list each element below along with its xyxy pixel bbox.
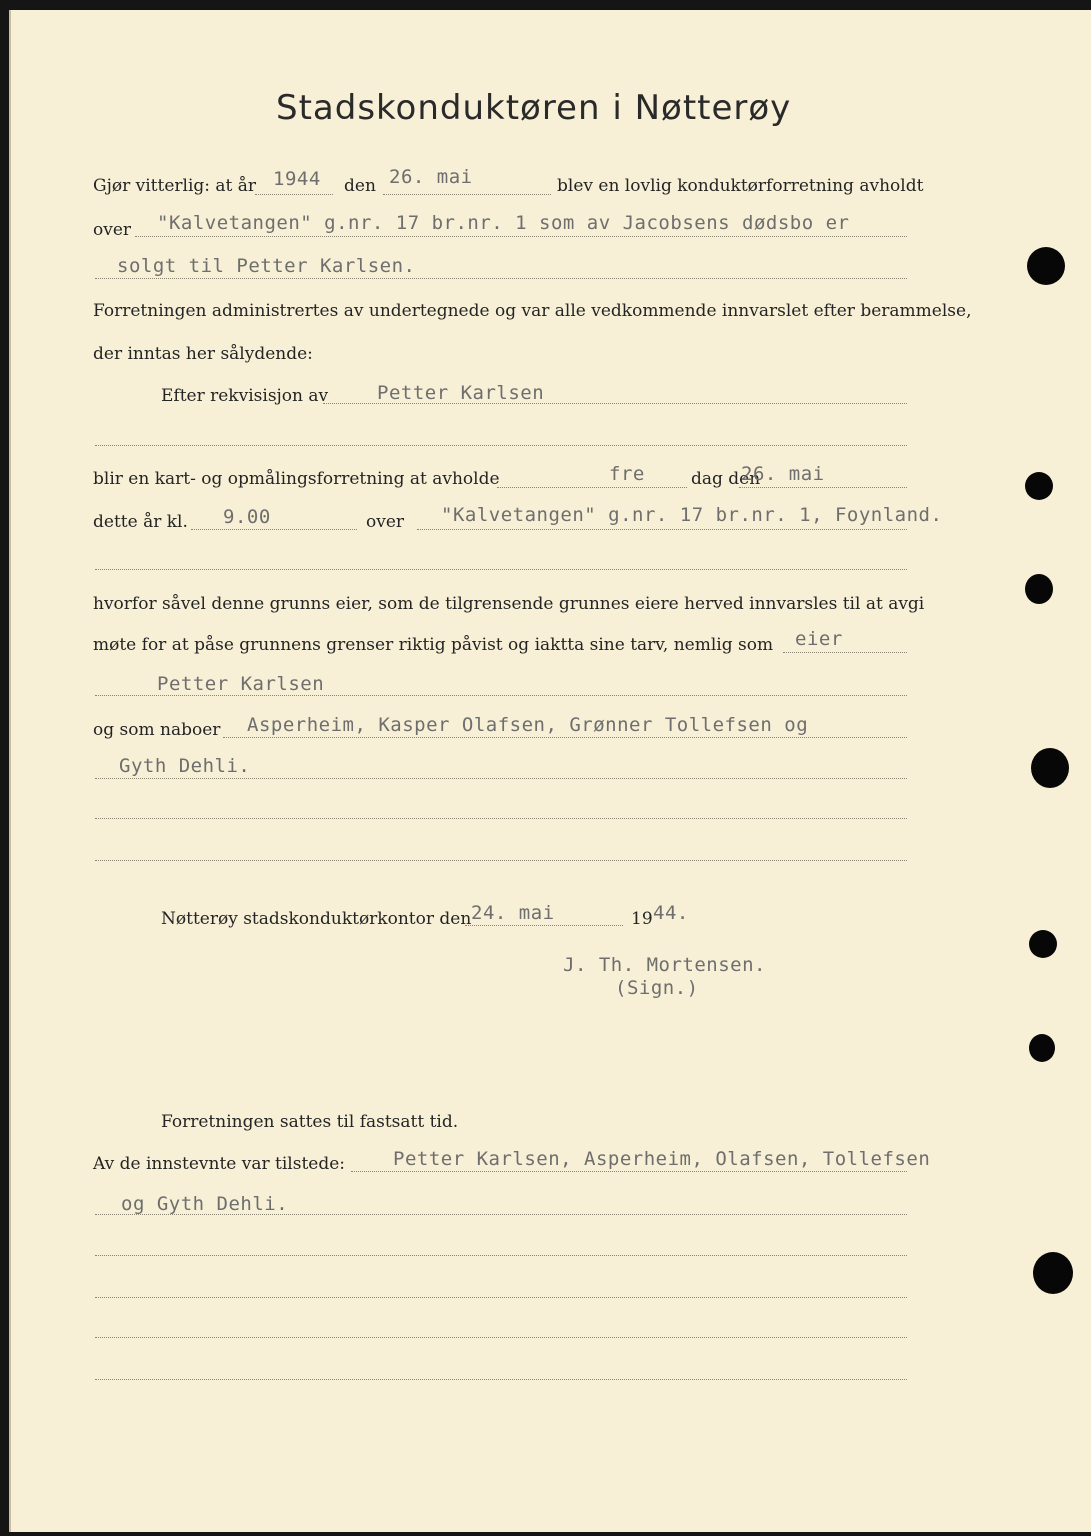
field-property-desc-cont: solgt til Petter Karlsen. [117, 255, 416, 277]
rule-line2 [135, 236, 907, 237]
rule-meeting-date [739, 487, 907, 488]
signature-name: J. Th. Mortensen. [563, 954, 766, 976]
rule-year [255, 194, 333, 195]
punch-hole [1025, 472, 1053, 500]
label-over-2: over [366, 512, 405, 532]
rule-blank-4 [95, 860, 907, 861]
label-over: over [93, 220, 132, 240]
rule-neighbours [223, 737, 907, 738]
label-kontor: Nøtterøy stadskonduktørkontor den [161, 909, 472, 929]
label-rekvisisjon: Efter rekvisisjon av [161, 386, 329, 406]
field-time: 9.00 [223, 506, 271, 528]
field-issue-year: 44. [653, 902, 689, 924]
punch-hole [1027, 247, 1065, 285]
label-nemlig-som: møte for at påse grunnens grenser riktig påvist og iaktta sine tarv, nemlig som [93, 635, 774, 655]
rule-owner [95, 695, 907, 696]
label-gjor-vitterlig: Gjør vitterlig: at år [93, 176, 257, 196]
punch-hole [1025, 574, 1053, 604]
punch-hole [1029, 930, 1057, 958]
rule-issue-date [465, 925, 623, 926]
rule-present-cont [95, 1214, 907, 1215]
label-blev: blev en lovlig konduktørforretning avholdt [557, 176, 924, 196]
page-title: Stadskonduktøren i Nøtterøy [276, 88, 792, 128]
punch-hole [1029, 1034, 1055, 1062]
rule-weekday [497, 487, 687, 488]
field-meeting-date: 26. mai [741, 463, 825, 485]
signature-note: (Sign.) [615, 977, 699, 999]
rule-blank-1 [95, 445, 907, 446]
field-date: 26. mai [389, 166, 473, 188]
text-administrertes: Forretningen administrertes av undertegnede og var alle vedkommende innvarslet efter berammelse, [93, 301, 972, 321]
rule-date [383, 194, 551, 195]
rule-blank-5 [95, 1255, 907, 1256]
rule-requester [323, 403, 907, 404]
field-present-cont: og Gyth Dehli. [121, 1193, 289, 1215]
punch-hole [1031, 748, 1069, 788]
field-neighbours: Asperheim, Kasper Olafsen, Grønner Tollefsen og [247, 714, 809, 736]
label-tilstede: Av de innstevnte var tilstede: [93, 1154, 346, 1174]
label-naboer: og som naboer [93, 720, 221, 740]
rule-blank-7 [95, 1337, 907, 1338]
document-page [9, 10, 1091, 1532]
rule-blank-8 [95, 1379, 907, 1380]
rule-blank-3 [95, 818, 907, 819]
rule-present [351, 1171, 907, 1172]
field-property-location: "Kalvetangen" g.nr. 17 br.nr. 1, Foynland. [441, 504, 943, 526]
rule-blank-2 [95, 569, 907, 570]
rule-blank-6 [95, 1297, 907, 1298]
punch-hole [1033, 1252, 1073, 1294]
field-issue-date: 24. mai [471, 902, 555, 924]
label-year-prefix: 19 [631, 909, 653, 929]
field-weekday: fre [609, 463, 645, 485]
field-owner: Petter Karlsen [157, 673, 325, 695]
field-role: eier [795, 628, 843, 650]
text-fastsatt-tid: Forretningen sattes til fastsatt tid. [161, 1112, 459, 1132]
field-property-desc: "Kalvetangen" g.nr. 17 br.nr. 1 som av Jacobsens dødsbo er [157, 212, 850, 234]
label-den: den [344, 176, 376, 196]
rule-time [191, 529, 357, 530]
rule-neighbours-cont [95, 778, 907, 779]
label-kart-opmaling: blir en kart- og opmålingsforretning at avholde [93, 469, 500, 489]
label-dette-ar: dette år kl. [93, 512, 188, 532]
rule-role [783, 652, 907, 653]
label-dag-den: dag den [691, 469, 761, 489]
field-neighbours-cont: Gyth Dehli. [119, 755, 251, 777]
rule-property-location [417, 529, 907, 530]
text-salydende: der inntas her sålydende: [93, 344, 313, 364]
field-requester: Petter Karlsen [377, 382, 545, 404]
rule-line3 [95, 278, 907, 279]
field-present: Petter Karlsen, Asperheim, Olafsen, Tollefsen [393, 1148, 931, 1170]
text-innvarsles: hvorfor såvel denne grunns eier, som de tilgrensende grunnes eiere herved innvarsles til at avgi [93, 594, 925, 614]
field-year: 1944 [273, 168, 321, 190]
